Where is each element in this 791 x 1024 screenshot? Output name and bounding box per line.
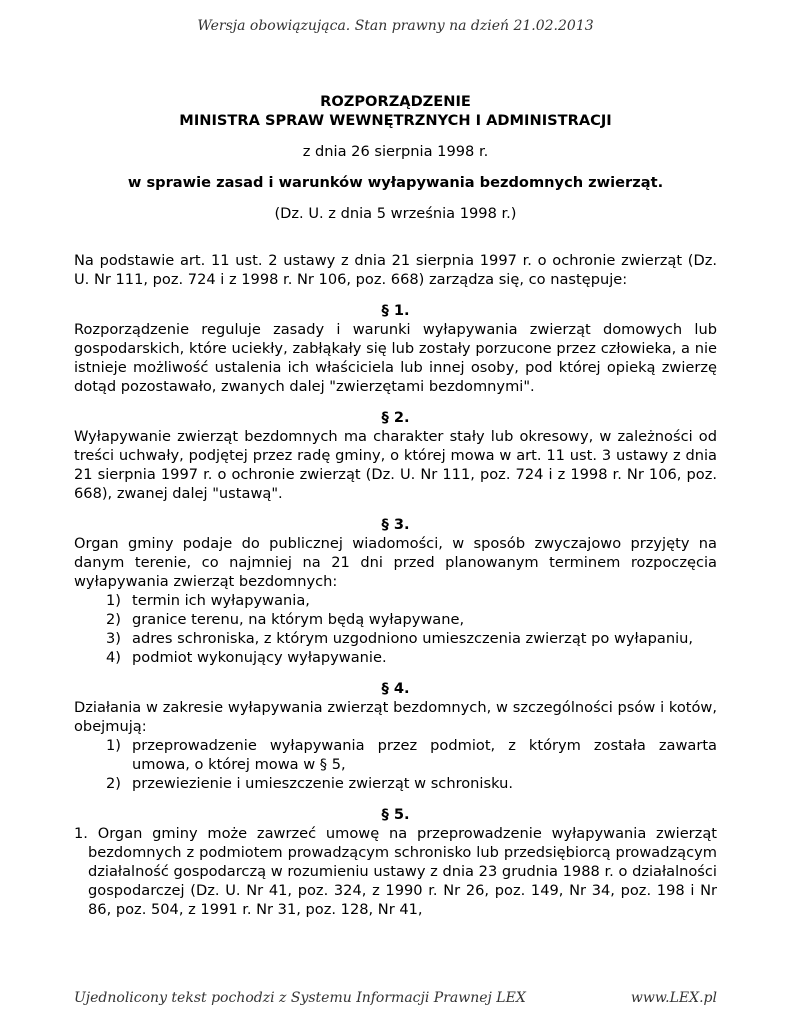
list-item: 2) granice terenu, na którym będą wyłapywane, (106, 611, 465, 628)
footer-source: Ujednolicony tekst pochodzi z Systemu Informacji Prawnej LEX (74, 990, 526, 1006)
section-4-list (74, 736, 717, 793)
section-5-heading: § 5. (381, 806, 410, 823)
doc-title-issuer: MINISTRA SPRAW WEWNĘTRZNYCH I ADMINISTRACJI (179, 112, 612, 129)
list-item: 1) przeprowadzenie wyłapywania przez podmiot, z którym została zawarta umowa, o której mowa w § 5, (106, 737, 717, 773)
list-item: 3) adres schroniska, z którym uzgodniono umieszczenia zwierząt po wyłapaniu, (106, 630, 694, 647)
section-2-heading: § 2. (381, 409, 410, 426)
section-2-text: Wyłapywanie zwierząt bezdomnych ma charakter stały lub okresowy, w zależności od treści uchwały, podjętej przez radę gminy, o której mowa w art. 11 ust. 3 ustawy z dnia 21 sierpnia 1997 r. o ochronie zwierząt (Dz. U. Nr 111, poz. 724 i z 1998 r. Nr 106, poz. 668), zwanej dalej "ustawą". (74, 428, 717, 502)
doc-date: z dnia 26 sierpnia 1998 r. (302, 143, 489, 160)
document-body (74, 92, 717, 919)
section-3-heading: § 3. (381, 516, 410, 533)
footer-site-link[interactable]: www.LEX.pl (630, 990, 717, 1006)
page-footer (74, 990, 717, 1006)
section-1-heading: § 1. (381, 302, 410, 319)
preamble: Na podstawie art. 11 ust. 2 ustawy z dnia 21 sierpnia 1997 r. o ochronie zwierząt (Dz. U. Nr 111, poz. 724 i z 1998 r. Nr 106, poz. 668) zarządza się, co następuje: (74, 252, 717, 288)
section-3-text: Organ gminy podaje do publicznej wiadomości, w sposób zwyczajowo przyjęty na danym terenie, co najmniej na 21 dni przed planowanym terminem rozpoczęcia wyłapywania zwierząt bezdomnych: (74, 535, 717, 590)
section-5-text: 1. Organ gminy może zawrzeć umowę na przeprowadzenie wyłapywania zwierząt bezdomnych z podmiotem prowadzącym schronisko lub przedsiębiorcą prowadzącym działalność gospodarczą w rozumieniu ustawy z dnia 23 grudnia 1988 r. o działalności gospodarczej (Dz. U. Nr 41, poz. 324, z 1990 r. Nr 26, poz. 149, Nr 34, poz. 198 i Nr 86, poz. 504, z 1991 r. Nr 31, poz. 128, Nr 41, (74, 825, 717, 918)
section-1-text: Rozporządzenie reguluje zasady i warunki wyłapywania zwierząt domowych lub gospodarskich, które uciekły, zabłąkały się lub zostały porzucone przez człowieka, a nie istnieje możliwość ustalenia ich właściciela lub innej osoby, pod której opieką zwierzę dotąd pozostawało, zwanych dalej "zwierzętami bezdomnymi". (74, 321, 717, 395)
list-item: 1) termin ich wyłapywania, (106, 592, 310, 609)
page-header: Wersja obowiązująca. Stan prawny na dzień 21.02.2013 (197, 18, 594, 34)
list-item: 4) podmiot wykonujący wyłapywanie. (106, 649, 387, 666)
doc-title-type: ROZPORZĄDZENIE (320, 93, 471, 110)
doc-subject: w sprawie zasad i warunków wyłapywania bezdomnych zwierząt. (127, 174, 664, 191)
section-4-text: Działania w zakresie wyłapywania zwierząt bezdomnych, w szczególności psów i kotów, obejmują: (74, 699, 717, 735)
section-4-heading: § 4. (381, 680, 410, 697)
list-item: 2) przewiezienie i umieszczenie zwierząt w schronisku. (106, 775, 513, 792)
doc-journal-ref: (Dz. U. z dnia 5 września 1998 r.) (274, 205, 517, 222)
section-3-list (74, 591, 717, 667)
